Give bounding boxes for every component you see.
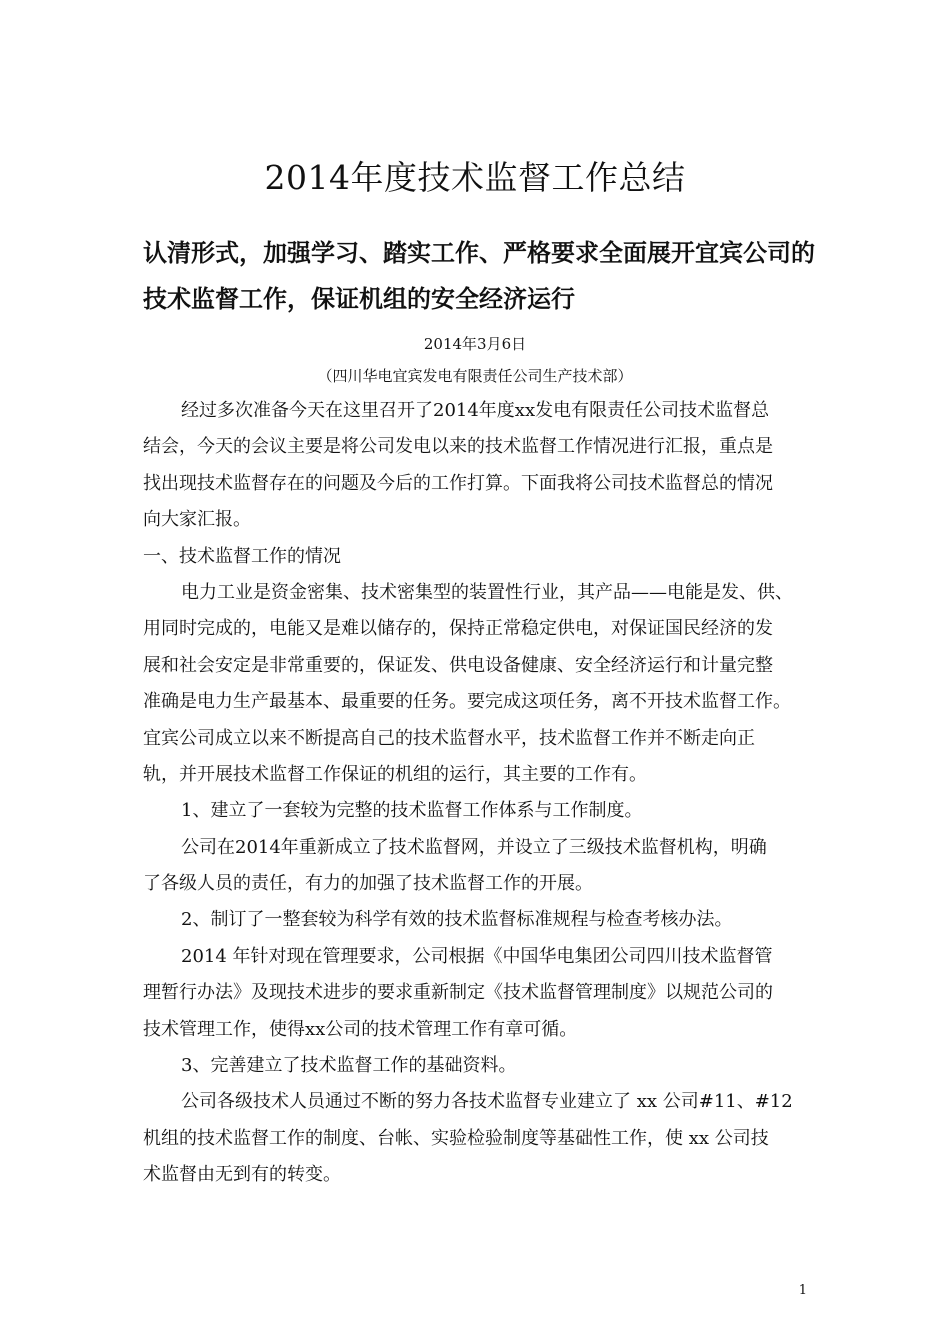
paragraph-line: 经过多次准备今天在这里召开了2014年度xx发电有限责任公司技术监督总: [181, 400, 770, 421]
paragraph-line: 准确是电力生产最基本、最重要的任务。要完成这项任务，离不开技术监督工作。: [143, 691, 791, 713]
body-text: [143, 393, 811, 1194]
paragraph-line: 了各级人员的责任，有力的加强了技术监督工作的开展。: [143, 873, 593, 895]
list-item-heading: 1、建立了一套较为完整的技术监督工作体系与工作制度。: [181, 800, 643, 822]
paragraph-line: 电力工业是资金密集、技术密集型的装置性行业，其产品——电能是发、供、: [181, 581, 793, 603]
subtitle: [143, 230, 813, 322]
subtitle-line: 认清形式，加强学习、踏实工作、严格要求全面展开宜宾公司的: [143, 239, 815, 267]
list-item-heading: 3、完善建立了技术监督工作的基础资料。: [181, 1055, 517, 1077]
subtitle-line: 技术监督工作，保证机组的安全经济运行: [143, 285, 575, 313]
paragraph-line: 公司在2014年重新成立了技术监督网，并设立了三级技术监督机构，明确: [181, 836, 767, 858]
paragraph-line: 宜宾公司成立以来不断提高自己的技术监督水平，技术监督工作并不断走向正: [143, 727, 755, 749]
paragraph-line: 技术管理工作，使得xx公司的技术管理工作有章可循。: [143, 1018, 578, 1040]
page-title: 2014年度技术监督工作总结: [264, 158, 686, 197]
paragraph-line: 轨，并开展技术监督工作保证的机组的运行，其主要的工作有。: [143, 763, 647, 785]
paragraph-line: 术监督由无到有的转变。: [143, 1164, 341, 1186]
paragraph-line: 找出现技术监督存在的问题及今后的工作打算。下面我将公司技术监督总的情况: [143, 472, 773, 494]
page-number: 1: [798, 1283, 807, 1298]
paragraph-line: 2014 年针对现在管理要求，公司根据《中国华电集团公司四川技术监督管: [181, 945, 773, 967]
list-item-heading: 2、制订了一整套较为科学有效的技术监督标准规程与检查考核办法。: [181, 909, 733, 931]
paragraph-line: 展和社会安定是非常重要的，保证发、供电设备健康、安全经济运行和计量完整: [143, 654, 773, 676]
document-date: 2014年3月6日: [423, 335, 527, 353]
section-heading: 一、技术监督工作的情况: [143, 545, 341, 567]
paragraph-line: 用同时完成的，电能又是难以储存的，保持正常稳定供电，对保证国民经济的发: [143, 618, 773, 640]
paragraph-line: 公司各级技术人员通过不断的努力各技术监督专业建立了 xx 公司#11、#12: [181, 1091, 793, 1113]
paragraph-line: 结会，今天的会议主要是将公司发电以来的技术监督工作情况进行汇报，重点是: [143, 436, 773, 458]
paragraph-line: 机组的技术监督工作的制度、台帐、实验检验制度等基础性工作，使 xx 公司技: [143, 1127, 769, 1149]
paragraph-line: 理暂行办法》及现技术进步的要求重新制定《技术监督管理制度》以规范公司的: [143, 982, 773, 1004]
organization-line: （四川华电宜宾发电有限责任公司生产技术部）: [317, 367, 633, 385]
paragraph-line: 向大家汇报。: [143, 509, 251, 531]
